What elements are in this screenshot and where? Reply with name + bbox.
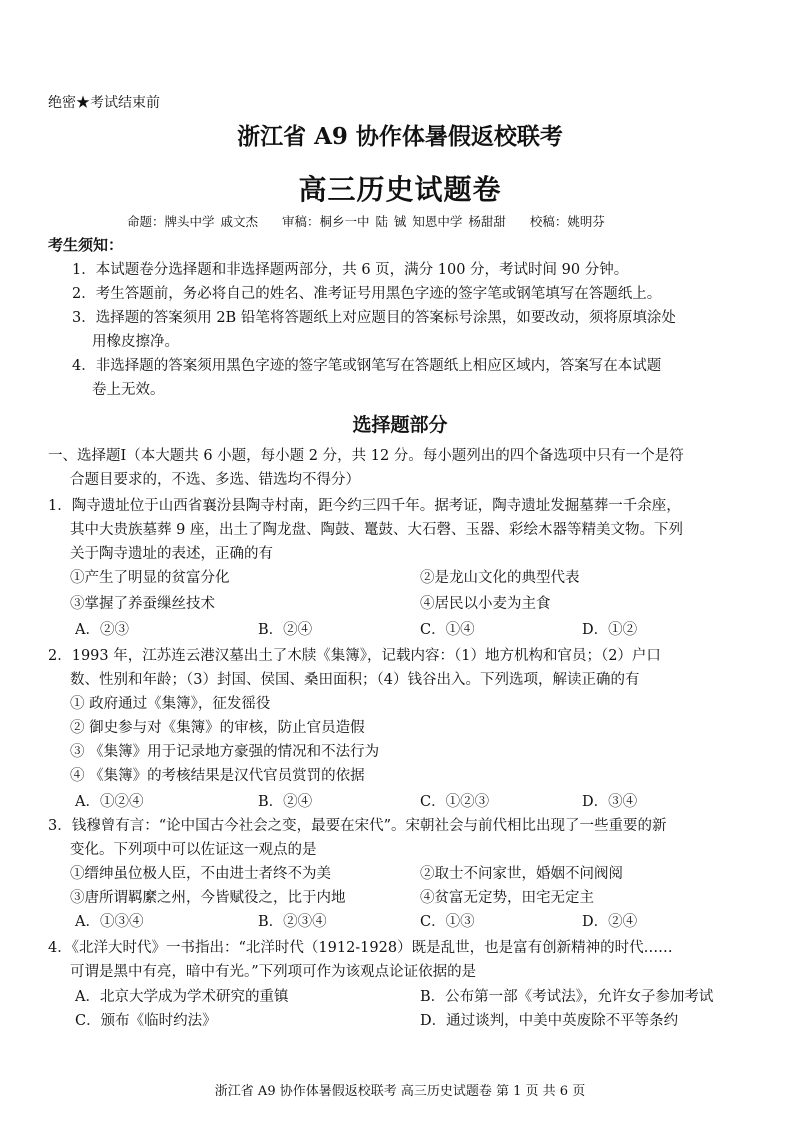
answer-option: D．③④ — [582, 794, 638, 810]
question-stem: 可谓是黑中有亮，暗中有光。”下列项可作为该观点论证依据的是 — [70, 964, 477, 980]
answer-option: D．①② — [582, 622, 638, 638]
statement: ①缙绅虽位极人臣，不由进士者终不为美 — [70, 866, 331, 882]
question-stem: 4．《北洋大时代》一书指出：“北洋时代（1912-1928）既是乱世，也是富有创新精神的时代…… — [48, 940, 673, 956]
answer-option: C．①③ — [420, 914, 475, 930]
notice-item: 4．非选择题的答案须用黑色字迹的签字笔或钢笔写在答题纸上相应区域内，答案写在本试题 — [72, 358, 662, 374]
part-line: 合题目要求的，不选、多选、错选均不得分） — [70, 472, 360, 488]
notice-item: 2．考生答题前，务必将自己的姓名、准考证号用黑色字迹的签字笔或钢笔填写在答题纸上。 — [72, 286, 662, 302]
proposer: 命题：牌头中学 戚文杰 — [127, 214, 258, 229]
notice-item: 3．选择题的答案须用 2B 铅笔将答题纸上对应题目的答案标号涂黑，如要改动，须将原填涂处 — [72, 310, 676, 326]
notice-list — [72, 258, 762, 402]
answer-option: C．①②③ — [420, 794, 490, 810]
paper-title: 高三历史试题卷 — [298, 173, 502, 206]
question-stem: 变化。下列项中可以佐证这一观点的是 — [70, 842, 317, 858]
answer-option: A．①②④ — [75, 794, 144, 810]
answer-option: B．②④ — [258, 622, 313, 638]
question-stem: 1．陶寺遗址位于山西省襄汾县陶寺村南，距今约三四千年。据考证，陶寺遗址发掘墓葬一千余座， — [48, 498, 681, 514]
page-footer: 浙江省 A9 协作体暑假返校联考 高三历史试题卷 第 1 页 共 6 页 — [214, 1084, 586, 1099]
exam-title: 浙江省 A9 协作体暑假返校联考 — [237, 123, 563, 150]
question-stem: 其中大贵族墓葬 9 座，出土了陶龙盘、陶鼓、鼍鼓、大石磬、玉器、彩绘木器等精美文物。下列 — [70, 522, 683, 538]
answer-option: D．通过谈判，中美中英废除不平等条约 — [420, 1013, 679, 1029]
answer-option: A．②③ — [75, 622, 129, 638]
statement: ③唐所谓羁縻之州，今皆赋役之，比于内地 — [70, 890, 346, 906]
question-stem: 数、性别和年龄；（3）封国、侯国、桑田面积；（4）钱谷出入。下列选项，解读正确的有 — [70, 672, 640, 688]
statement: ④居民以小麦为主食 — [420, 596, 551, 612]
statement: ④ 《集簿》的考核结果是汉代官员赏罚的依据 — [70, 768, 365, 784]
confidential-label: 绝密★考试结束前 — [48, 95, 160, 111]
question-2 — [48, 644, 760, 692]
statement: ①产生了明显的贫富分化 — [70, 570, 230, 586]
answer-option: B．②④ — [258, 794, 313, 810]
statement: ③掌握了养蚕缫丝技术 — [70, 596, 215, 612]
part-instructions — [48, 444, 760, 492]
question-stem: 2．1993 年，江苏连云港汉墓出土了木牍《集簿》，记载内容：（1）地方机构和官员；（2）户口 — [48, 648, 661, 664]
statement: ②取士不问家世，婚姻不问阀阅 — [420, 866, 623, 882]
notice-item-cont: 卷上无效。 — [92, 382, 165, 398]
statement: ① 政府通过《集簿》，征发徭役 — [70, 696, 271, 712]
proofreader: 校稿：姚明芬 — [529, 214, 605, 229]
question-stem: 关于陶寺遗址的表述，正确的有 — [70, 546, 273, 562]
section-title: 选择题部分 — [352, 414, 448, 436]
statement: ② 御史参与对《集簿》的审核，防止官员造假 — [70, 720, 365, 736]
statement: ④贫富无定势，田宅无定主 — [420, 890, 594, 906]
authors-line — [127, 212, 623, 230]
question-stem: 3．钱穆曾有言：“论中国古今社会之变，最要在宋代”。宋朝社会与前代相比出现了一些重要的新 — [48, 818, 667, 834]
answer-option: C．颁布《临时约法》 — [75, 1013, 217, 1029]
answer-option: D．②④ — [582, 914, 638, 930]
notice-item-cont: 用橡皮擦净。 — [92, 334, 179, 350]
answer-option: B．公布第一部《考试法》，允许女子参加考试 — [420, 989, 714, 1005]
answer-option: B．②③④ — [258, 914, 327, 930]
question-4 — [48, 936, 760, 984]
answer-option: A．①③④ — [75, 914, 144, 930]
answer-option: A．北京大学成为学术研究的重镇 — [75, 989, 289, 1005]
statement: ②是龙山文化的典型代表 — [420, 570, 580, 586]
part-line: 一、选择题Ⅰ（本大题共 6 小题，每小题 2 分，共 12 分。每小题列出的四个备选项中只有一个是符 — [48, 448, 684, 464]
question-1 — [48, 494, 760, 566]
answer-option: C．①④ — [420, 622, 475, 638]
notice-heading: 考生须知： — [48, 236, 124, 254]
question-3 — [48, 814, 760, 862]
statement: ③ 《集簿》用于记录地方豪强的情况和不法行为 — [70, 744, 380, 760]
reviewer: 审稿：桐乡一中 陆 铖 知恩中学 杨甜甜 — [281, 214, 506, 229]
notice-item: 1．本试题卷分选择题和非选择题两部分，共 6 页，满分 100 分，考试时间 90 分钟。 — [72, 262, 629, 278]
